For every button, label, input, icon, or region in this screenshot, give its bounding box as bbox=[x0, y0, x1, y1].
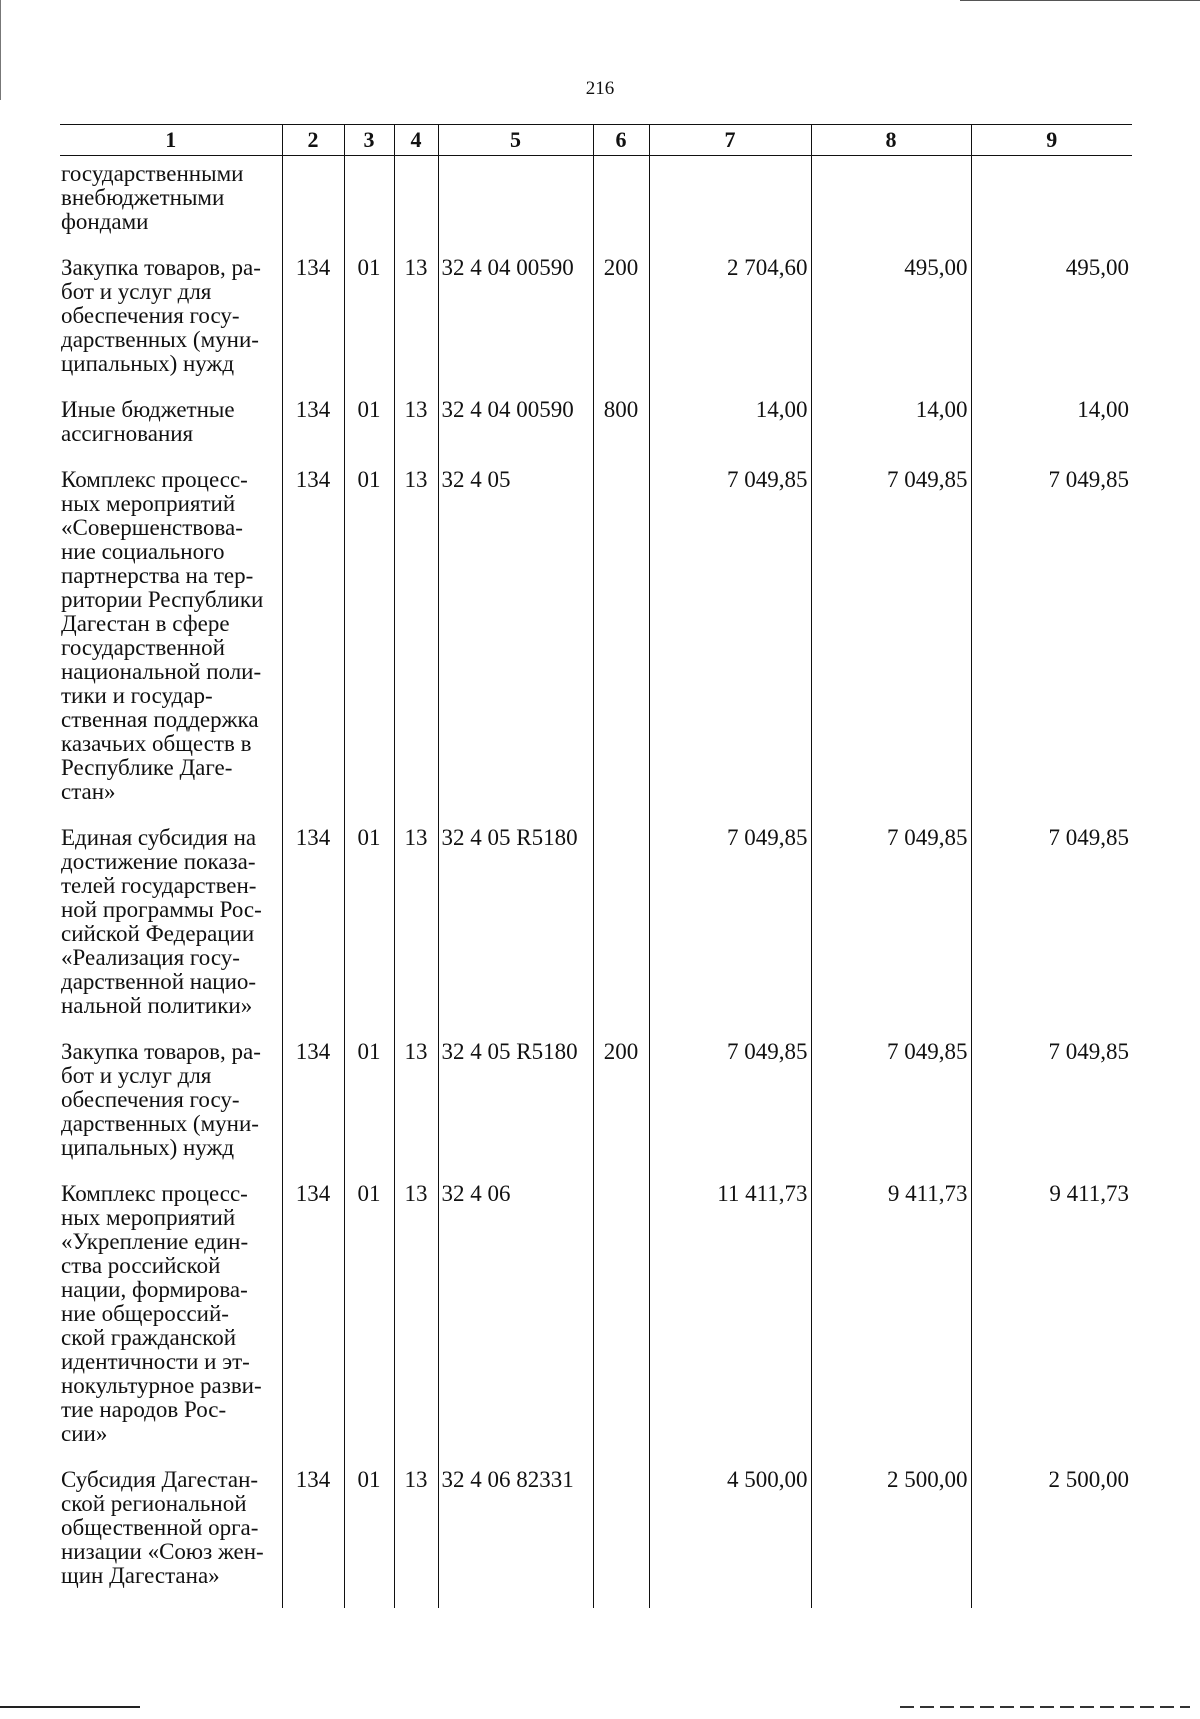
row-amount-col8: 9 411,73 bbox=[811, 1182, 971, 1468]
row-expense-type: 800 bbox=[593, 398, 649, 468]
row-section-code: 01 bbox=[344, 398, 394, 468]
row-expense-type bbox=[593, 1182, 649, 1468]
row-expense-type: 200 bbox=[593, 256, 649, 398]
row-ministry-code: 134 bbox=[282, 398, 344, 468]
row-target-article bbox=[438, 156, 593, 257]
row-name: Закупка товаров, ра- бот и услуг для обеспечения госу- дарственных (муни- ципальных) нужд bbox=[60, 256, 282, 398]
header-col-1: 1 bbox=[60, 125, 282, 156]
row-target-article: 32 4 05 R5180 bbox=[438, 1040, 593, 1182]
row-amount-col8: 2 500,00 bbox=[811, 1468, 971, 1608]
header-col-4: 4 bbox=[394, 125, 438, 156]
row-subsection-code: 13 bbox=[394, 1182, 438, 1468]
row-amount-col9: 495,00 bbox=[971, 256, 1132, 398]
table-row bbox=[60, 1040, 1132, 1182]
table-row bbox=[60, 256, 1132, 398]
row-amount-col8: 7 049,85 bbox=[811, 826, 971, 1040]
header-col-6: 6 bbox=[593, 125, 649, 156]
row-amount-col9: 14,00 bbox=[971, 398, 1132, 468]
row-ministry-code: 134 bbox=[282, 1468, 344, 1608]
row-amount-col7: 11 411,73 bbox=[649, 1182, 811, 1468]
row-section-code: 01 bbox=[344, 826, 394, 1040]
row-subsection-code: 13 bbox=[394, 468, 438, 826]
row-amount-col9: 7 049,85 bbox=[971, 1040, 1132, 1182]
row-expense-type bbox=[593, 826, 649, 1040]
row-name: Единая субсидия на достижение показа- телей государствен- ной программы Рос- сийской Федерации «Реализация госу- дарственной нацио- нальной политики» bbox=[60, 826, 282, 1040]
row-subsection-code: 13 bbox=[394, 1040, 438, 1182]
row-amount-col9: 9 411,73 bbox=[971, 1182, 1132, 1468]
row-expense-type bbox=[593, 1468, 649, 1608]
table-row bbox=[60, 1182, 1132, 1468]
header-col-7: 7 bbox=[649, 125, 811, 156]
row-ministry-code: 134 bbox=[282, 1182, 344, 1468]
row-section-code: 01 bbox=[344, 256, 394, 398]
row-target-article: 32 4 05 bbox=[438, 468, 593, 826]
row-amount-col8: 495,00 bbox=[811, 256, 971, 398]
row-name: Иные бюджетные ассигнования bbox=[60, 398, 282, 468]
scan-edge-top bbox=[960, 0, 1200, 1]
row-amount-col7 bbox=[649, 156, 811, 257]
row-amount-col7: 7 049,85 bbox=[649, 1040, 811, 1182]
row-target-article: 32 4 06 82331 bbox=[438, 1468, 593, 1608]
row-amount-col8: 14,00 bbox=[811, 398, 971, 468]
row-name: Закупка товаров, ра- бот и услуг для обеспечения госу- дарственных (муни- ципальных) нужд bbox=[60, 1040, 282, 1182]
header-col-5: 5 bbox=[438, 125, 593, 156]
row-section-code: 01 bbox=[344, 1182, 394, 1468]
row-name: Комплекс процесс- ных мероприятий «Совершенствова- ние социального партнерства на тер- ритории Республики Дагестан в сфере государственной национальной поли- тики и государ- ственная поддержка казачьих обществ в Республике Даге- стан» bbox=[60, 468, 282, 826]
table-header-row bbox=[60, 125, 1132, 156]
row-expense-type: 200 bbox=[593, 1040, 649, 1182]
row-section-code: 01 bbox=[344, 468, 394, 826]
header-col-9: 9 bbox=[971, 125, 1132, 156]
row-amount-col9 bbox=[971, 156, 1132, 257]
row-subsection-code: 13 bbox=[394, 398, 438, 468]
row-amount-col8: 7 049,85 bbox=[811, 468, 971, 826]
row-amount-col7: 14,00 bbox=[649, 398, 811, 468]
row-amount-col8: 7 049,85 bbox=[811, 1040, 971, 1182]
header-col-3: 3 bbox=[344, 125, 394, 156]
row-ministry-code bbox=[282, 156, 344, 257]
row-expense-type bbox=[593, 468, 649, 826]
row-name: Комплекс процесс- ных мероприятий «Укрепление един- ства российской нации, формирова- ние общероссий- ской гражданской идентичности и эт- нокультурное разви- тие народов Рос- сии» bbox=[60, 1182, 282, 1468]
row-amount-col7: 7 049,85 bbox=[649, 826, 811, 1040]
row-target-article: 32 4 04 00590 bbox=[438, 398, 593, 468]
row-amount-col9: 2 500,00 bbox=[971, 1468, 1132, 1608]
row-target-article: 32 4 05 R5180 bbox=[438, 826, 593, 1040]
row-expense-type bbox=[593, 156, 649, 257]
row-target-article: 32 4 04 00590 bbox=[438, 256, 593, 398]
row-section-code: 01 bbox=[344, 1468, 394, 1608]
row-target-article: 32 4 06 bbox=[438, 1182, 593, 1468]
row-amount-col8 bbox=[811, 156, 971, 257]
footer-rule-left bbox=[0, 1706, 140, 1708]
row-section-code: 01 bbox=[344, 1040, 394, 1182]
row-amount-col7: 2 704,60 bbox=[649, 256, 811, 398]
footer-rule-right bbox=[900, 1706, 1190, 1708]
row-amount-col9: 7 049,85 bbox=[971, 826, 1132, 1040]
table-row bbox=[60, 826, 1132, 1040]
table-row bbox=[60, 1468, 1132, 1608]
table-row bbox=[60, 156, 1132, 257]
row-ministry-code: 134 bbox=[282, 256, 344, 398]
row-ministry-code: 134 bbox=[282, 468, 344, 826]
row-subsection-code: 13 bbox=[394, 256, 438, 398]
row-section-code bbox=[344, 156, 394, 257]
header-col-8: 8 bbox=[811, 125, 971, 156]
row-amount-col7: 7 049,85 bbox=[649, 468, 811, 826]
page-number: 216 bbox=[585, 78, 615, 99]
row-subsection-code: 13 bbox=[394, 1468, 438, 1608]
row-ministry-code: 134 bbox=[282, 1040, 344, 1182]
row-subsection-code bbox=[394, 156, 438, 257]
row-amount-col7: 4 500,00 bbox=[649, 1468, 811, 1608]
header-col-2: 2 bbox=[282, 125, 344, 156]
table-row bbox=[60, 398, 1132, 468]
row-name: государственными внебюджетными фондами bbox=[60, 156, 282, 257]
row-amount-col9: 7 049,85 bbox=[971, 468, 1132, 826]
row-ministry-code: 134 bbox=[282, 826, 344, 1040]
row-name: Субсидия Дагестан- ской региональной общественной орга- низации «Союз жен- щин Дагестана» bbox=[60, 1468, 282, 1608]
table-row bbox=[60, 468, 1132, 826]
row-subsection-code: 13 bbox=[394, 826, 438, 1040]
budget-table bbox=[60, 124, 1132, 1608]
